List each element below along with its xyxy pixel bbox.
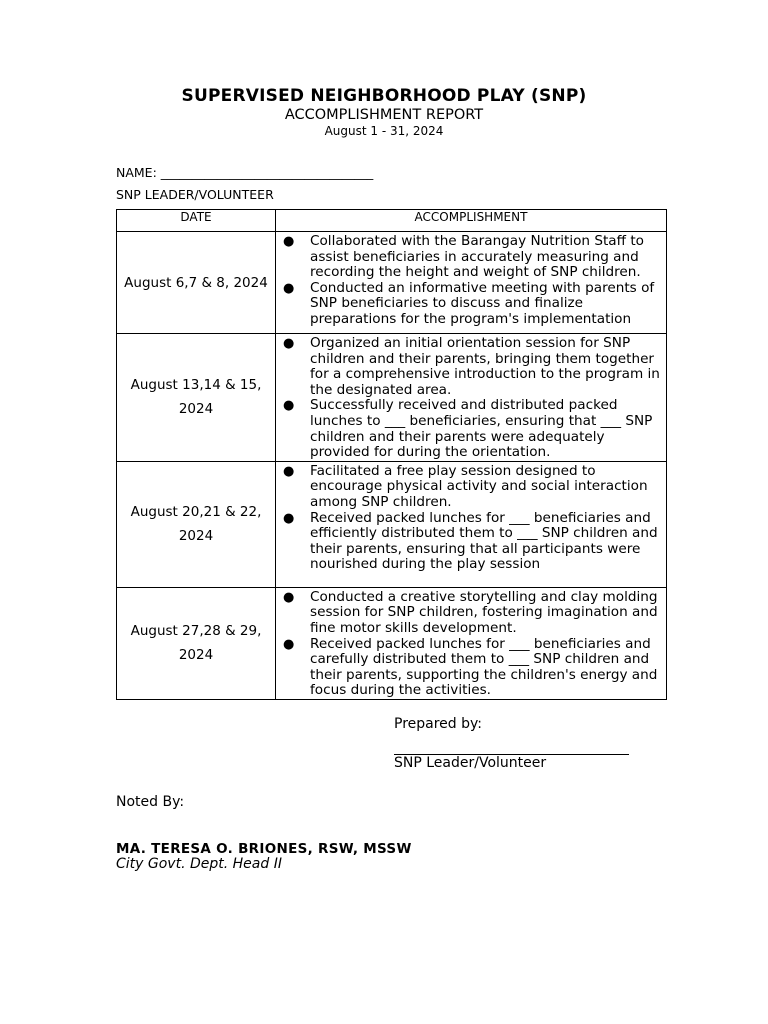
accomplishment-list — [276, 234, 660, 328]
bullet-icon: ● — [283, 636, 295, 652]
report-subtitle: ACCOMPLISHMENT REPORT — [284, 107, 484, 123]
accomplishment-cell — [276, 232, 667, 334]
accomplishment-column-header: ACCOMPLISHMENT — [276, 210, 667, 232]
accomplishment-text: Received packed lunches for ___ beneficiaries and carefully distributed them to ___ SNP children and their parents, supporting the children's energy and focus during the activities. — [310, 635, 658, 699]
date-cell: August 20,21 & 22, 2024 — [117, 461, 276, 587]
report-period: August 1 - 31, 2024 — [324, 124, 444, 138]
list-item — [276, 511, 660, 573]
bullet-icon: ● — [283, 234, 295, 249]
bullet-icon: ● — [283, 463, 295, 479]
name-field-line: NAME: __________________________________ — [116, 165, 374, 180]
list-item — [276, 234, 660, 281]
accomplishment-cell — [276, 587, 667, 699]
list-item — [276, 336, 660, 398]
role-label: SNP LEADER/VOLUNTEER — [116, 187, 274, 202]
list-item — [276, 398, 660, 460]
accomplishment-text: Conducted a creative storytelling and clay molding session for SNP children, fostering imagination and fine motor skills development. — [310, 588, 658, 636]
accomplishment-text: Successfully received and distributed packed lunches to ___ beneficiaries, ensuring that ___ SNP children and their parents were adequately provided for during the orientation. — [310, 397, 653, 461]
report-title: SUPERVISED NEIGHBORHOOD PLAY (SNP) — [181, 86, 587, 106]
accomplishment-cell — [276, 334, 667, 462]
bullet-icon: ● — [283, 280, 295, 296]
accomplishment-text: Organized an initial orientation session for SNP children and their parents, bringing them together for a comprehensive introduction to the program in the designated area. — [310, 335, 660, 398]
noted-by-label: Noted By: — [116, 794, 185, 810]
bullet-icon: ● — [283, 589, 295, 605]
date-cell: August 13,14 & 15, 2024 — [117, 334, 276, 462]
accomplishment-cell — [276, 461, 667, 587]
date-cell: August 27,28 & 29, 2024 — [117, 587, 276, 699]
accomplishment-text: Conducted an informative meeting with parents of SNP beneficiaries to discuss and finalize preparations for the program's implementation — [310, 279, 655, 327]
accomplishment-table — [116, 209, 667, 700]
date-column-header: DATE — [117, 210, 276, 232]
date-cell: August 6,7 & 8, 2024 — [117, 232, 276, 334]
list-item — [276, 464, 660, 511]
accomplishment-list — [276, 464, 660, 573]
accomplishment-text: Received packed lunches for ___ beneficiaries and efficiently distributed them to ___ SNP children and their parents, ensuring that all participants were nourished during the play session — [310, 509, 658, 573]
prepared-by-role: SNP Leader/Volunteer — [394, 755, 547, 771]
bullet-icon: ● — [283, 510, 295, 526]
accomplishment-text: Collaborated with the Barangay Nutrition Staff to assist beneficiaries in accurately measuring and recording the height and weight of SNP children. — [310, 233, 644, 281]
table-header-row — [117, 210, 667, 232]
list-item — [276, 637, 660, 699]
signer-name: MA. TERESA O. BRIONES, RSW, MSSW — [116, 841, 412, 857]
signer-title: City Govt. Dept. Head II — [116, 856, 282, 872]
list-item — [276, 590, 660, 637]
signature-line — [394, 740, 629, 755]
accomplishment-list — [276, 590, 660, 699]
table-row — [117, 587, 667, 699]
table-row — [117, 461, 667, 587]
list-item — [276, 281, 660, 328]
bullet-icon: ● — [283, 336, 295, 351]
bullet-icon: ● — [283, 398, 295, 414]
table-row — [117, 232, 667, 334]
table-row — [117, 334, 667, 462]
accomplishment-list — [276, 336, 660, 461]
prepared-by-label: Prepared by: — [394, 716, 482, 732]
accomplishment-text: Facilitated a free play session designed to encourage physical activity and social interaction among SNP children. — [310, 462, 648, 510]
